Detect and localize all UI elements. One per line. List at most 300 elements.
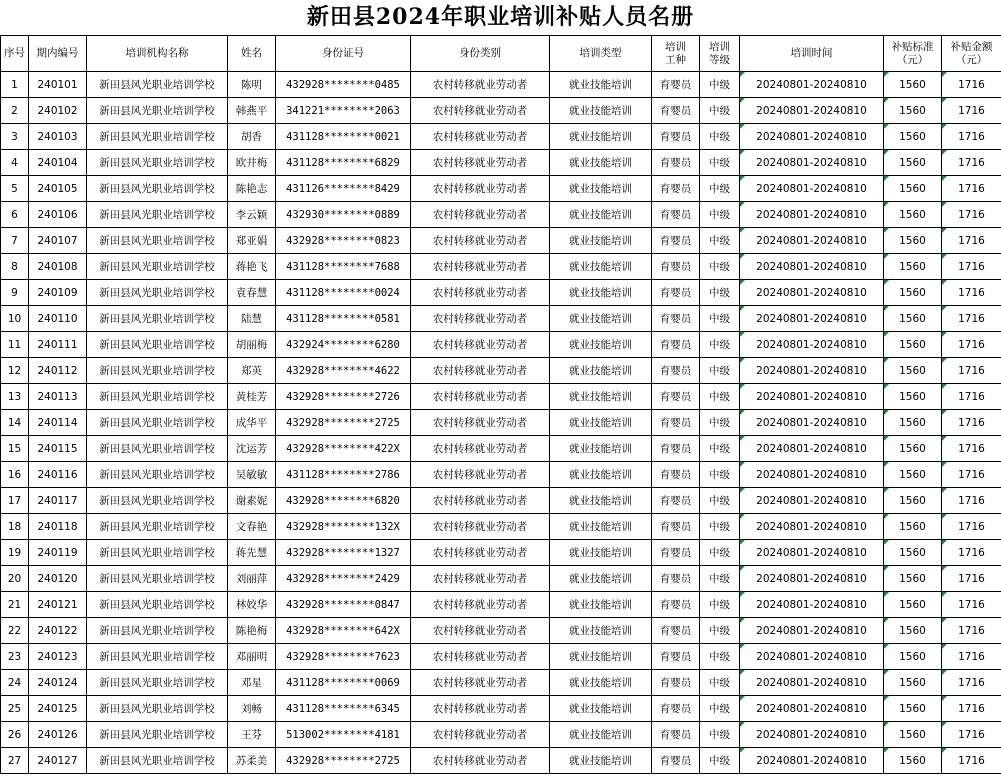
- table-row: [1, 228, 1001, 254]
- cell-institution: 新田县风光职业培训学校: [87, 696, 228, 722]
- cell-training-type: 就业技能培训: [550, 436, 652, 462]
- cell-subsidy-standard: 1560: [884, 358, 942, 384]
- cell-training-period: 20240801-20240810: [740, 644, 884, 670]
- cell-name: 蒋先慧: [228, 540, 276, 566]
- cell-level: 中级: [700, 306, 740, 332]
- cell-seq: 16: [1, 462, 29, 488]
- table-row: [1, 72, 1001, 98]
- cell-level: 中级: [700, 670, 740, 696]
- cell-job: 育婴员: [652, 722, 700, 748]
- cell-level: 中级: [700, 98, 740, 124]
- table-row: [1, 462, 1001, 488]
- cell-level: 中级: [700, 150, 740, 176]
- cell-id-type: 农村转移就业劳动者: [411, 436, 550, 462]
- cell-institution: 新田县风光职业培训学校: [87, 124, 228, 150]
- cell-subsidy-standard: 1560: [884, 670, 942, 696]
- cell-subsidy-standard: 1560: [884, 436, 942, 462]
- cell-job: 育婴员: [652, 540, 700, 566]
- cell-subsidy-standard: 1560: [884, 540, 942, 566]
- cell-institution: 新田县风光职业培训学校: [87, 176, 228, 202]
- cell-training-type: 就业技能培训: [550, 488, 652, 514]
- cell-seq: 24: [1, 670, 29, 696]
- table-row: [1, 566, 1001, 592]
- cell-job: 育婴员: [652, 488, 700, 514]
- cell-institution: 新田县风光职业培训学校: [87, 592, 228, 618]
- cell-id-number: 431128********0069: [276, 670, 411, 696]
- cell-training-period: 20240801-20240810: [740, 176, 884, 202]
- cell-training-type: 就业技能培训: [550, 410, 652, 436]
- cell-subsidy-standard: 1560: [884, 644, 942, 670]
- cell-id-number: 432928********422X: [276, 436, 411, 462]
- cell-job: 育婴员: [652, 670, 700, 696]
- cell-institution: 新田县风光职业培训学校: [87, 202, 228, 228]
- table-row: [1, 150, 1001, 176]
- cell-job: 育婴员: [652, 228, 700, 254]
- col-header-id-number: 身份证号: [276, 36, 411, 72]
- table-row: [1, 644, 1001, 670]
- cell-period-no: 240110: [29, 306, 87, 332]
- cell-level: 中级: [700, 462, 740, 488]
- cell-id-number: 432928********0823: [276, 228, 411, 254]
- cell-institution: 新田县风光职业培训学校: [87, 722, 228, 748]
- cell-id-number: 432928********6820: [276, 488, 411, 514]
- col-header-subsidy-standard: [884, 36, 942, 72]
- cell-subsidy-amount: 1716: [942, 410, 1001, 436]
- table-row: [1, 280, 1001, 306]
- cell-level: 中级: [700, 176, 740, 202]
- cell-level: 中级: [700, 488, 740, 514]
- cell-seq: 10: [1, 306, 29, 332]
- cell-training-type: 就业技能培训: [550, 254, 652, 280]
- cell-job: 育婴员: [652, 566, 700, 592]
- cell-training-type: 就业技能培训: [550, 358, 652, 384]
- cell-name: 邓丽明: [228, 644, 276, 670]
- cell-subsidy-standard: 1560: [884, 176, 942, 202]
- cell-subsidy-standard: 1560: [884, 462, 942, 488]
- cell-id-number: 432924********6280: [276, 332, 411, 358]
- cell-training-type: 就业技能培训: [550, 540, 652, 566]
- cell-subsidy-standard: 1560: [884, 254, 942, 280]
- cell-training-type: 就业技能培训: [550, 696, 652, 722]
- cell-training-period: 20240801-20240810: [740, 592, 884, 618]
- cell-seq: 5: [1, 176, 29, 202]
- cell-training-type: 就业技能培训: [550, 332, 652, 358]
- cell-subsidy-amount: 1716: [942, 566, 1001, 592]
- cell-job: 育婴员: [652, 462, 700, 488]
- cell-training-type: 就业技能培训: [550, 202, 652, 228]
- cell-job: 育婴员: [652, 72, 700, 98]
- cell-id-type: 农村转移就业劳动者: [411, 124, 550, 150]
- cell-level: 中级: [700, 644, 740, 670]
- cell-period-no: 240117: [29, 488, 87, 514]
- cell-name: 蒋艳飞: [228, 254, 276, 280]
- cell-id-type: 农村转移就业劳动者: [411, 540, 550, 566]
- cell-training-type: 就业技能培训: [550, 150, 652, 176]
- cell-subsidy-amount: 1716: [942, 748, 1001, 774]
- cell-name: 苏柔美: [228, 748, 276, 774]
- cell-name: 吴敏敏: [228, 462, 276, 488]
- table-row: [1, 696, 1001, 722]
- cell-id-type: 农村转移就业劳动者: [411, 280, 550, 306]
- cell-training-type: 就业技能培训: [550, 514, 652, 540]
- cell-period-no: 240106: [29, 202, 87, 228]
- table-row: [1, 514, 1001, 540]
- cell-seq: 11: [1, 332, 29, 358]
- cell-job: 育婴员: [652, 280, 700, 306]
- cell-seq: 13: [1, 384, 29, 410]
- cell-period-no: 240119: [29, 540, 87, 566]
- cell-id-type: 农村转移就业劳动者: [411, 150, 550, 176]
- cell-seq: 21: [1, 592, 29, 618]
- cell-training-period: 20240801-20240810: [740, 462, 884, 488]
- cell-id-type: 农村转移就业劳动者: [411, 306, 550, 332]
- cell-id-type: 农村转移就业劳动者: [411, 696, 550, 722]
- cell-job: 育婴员: [652, 254, 700, 280]
- cell-id-type: 农村转移就业劳动者: [411, 462, 550, 488]
- cell-name: 文春艳: [228, 514, 276, 540]
- cell-subsidy-standard: 1560: [884, 98, 942, 124]
- cell-institution: 新田县风光职业培训学校: [87, 384, 228, 410]
- col-header-level-line2: 等级: [709, 53, 730, 66]
- cell-period-no: 240122: [29, 618, 87, 644]
- cell-id-number: 431128********0021: [276, 124, 411, 150]
- cell-training-period: 20240801-20240810: [740, 98, 884, 124]
- cell-training-type: 就业技能培训: [550, 228, 652, 254]
- cell-training-period: 20240801-20240810: [740, 150, 884, 176]
- cell-job: 育婴员: [652, 202, 700, 228]
- cell-name: 王芬: [228, 722, 276, 748]
- cell-seq: 3: [1, 124, 29, 150]
- cell-level: 中级: [700, 722, 740, 748]
- cell-training-period: 20240801-20240810: [740, 358, 884, 384]
- cell-training-period: 20240801-20240810: [740, 280, 884, 306]
- col-header-training-type: 培训类型: [550, 36, 652, 72]
- cell-subsidy-amount: 1716: [942, 202, 1001, 228]
- cell-training-type: 就业技能培训: [550, 72, 652, 98]
- cell-training-type: 就业技能培训: [550, 280, 652, 306]
- cell-period-no: 240120: [29, 566, 87, 592]
- cell-subsidy-standard: 1560: [884, 592, 942, 618]
- cell-period-no: 240127: [29, 748, 87, 774]
- cell-institution: 新田县风光职业培训学校: [87, 644, 228, 670]
- cell-institution: 新田县风光职业培训学校: [87, 514, 228, 540]
- col-header-level-line1: 培训: [709, 40, 730, 53]
- cell-level: 中级: [700, 410, 740, 436]
- cell-level: 中级: [700, 124, 740, 150]
- cell-training-period: 20240801-20240810: [740, 566, 884, 592]
- cell-training-type: 就业技能培训: [550, 748, 652, 774]
- table-row: [1, 332, 1001, 358]
- cell-period-no: 240108: [29, 254, 87, 280]
- cell-id-number: 432928********2725: [276, 410, 411, 436]
- cell-level: 中级: [700, 384, 740, 410]
- cell-name: 陆慧: [228, 306, 276, 332]
- cell-subsidy-standard: 1560: [884, 332, 942, 358]
- cell-training-period: 20240801-20240810: [740, 124, 884, 150]
- cell-name: 胡香: [228, 124, 276, 150]
- cell-id-number: 432928********7623: [276, 644, 411, 670]
- col-header-period-no: 期内编号: [29, 36, 87, 72]
- cell-id-type: 农村转移就业劳动者: [411, 254, 550, 280]
- cell-training-type: 就业技能培训: [550, 124, 652, 150]
- cell-seq: 26: [1, 722, 29, 748]
- cell-institution: 新田县风光职业培训学校: [87, 228, 228, 254]
- cell-seq: 15: [1, 436, 29, 462]
- table-row: [1, 722, 1001, 748]
- cell-id-number: 513002********4181: [276, 722, 411, 748]
- cell-seq: 8: [1, 254, 29, 280]
- cell-seq: 18: [1, 514, 29, 540]
- cell-id-type: 农村转移就业劳动者: [411, 98, 550, 124]
- cell-id-type: 农村转移就业劳动者: [411, 176, 550, 202]
- cell-training-period: 20240801-20240810: [740, 72, 884, 98]
- cell-subsidy-standard: 1560: [884, 696, 942, 722]
- cell-id-type: 农村转移就业劳动者: [411, 488, 550, 514]
- cell-period-no: 240126: [29, 722, 87, 748]
- cell-name: 李云颖: [228, 202, 276, 228]
- cell-id-type: 农村转移就业劳动者: [411, 748, 550, 774]
- cell-training-period: 20240801-20240810: [740, 488, 884, 514]
- cell-training-period: 20240801-20240810: [740, 202, 884, 228]
- cell-period-no: 240104: [29, 150, 87, 176]
- cell-subsidy-amount: 1716: [942, 436, 1001, 462]
- cell-name: 邓星: [228, 670, 276, 696]
- cell-level: 中级: [700, 202, 740, 228]
- cell-id-number: 432928********0485: [276, 72, 411, 98]
- cell-period-no: 240123: [29, 644, 87, 670]
- cell-seq: 9: [1, 280, 29, 306]
- sheet-title: 新田县2024年职业培训补贴人员名册: [306, 4, 695, 30]
- cell-training-type: 就业技能培训: [550, 462, 652, 488]
- cell-job: 育婴员: [652, 644, 700, 670]
- cell-period-no: 240111: [29, 332, 87, 358]
- cell-level: 中级: [700, 436, 740, 462]
- cell-name: 刘丽萍: [228, 566, 276, 592]
- cell-period-no: 240101: [29, 72, 87, 98]
- cell-id-type: 农村转移就业劳动者: [411, 566, 550, 592]
- cell-id-type: 农村转移就业劳动者: [411, 358, 550, 384]
- cell-subsidy-amount: 1716: [942, 98, 1001, 124]
- table-row: [1, 592, 1001, 618]
- table-row: [1, 748, 1001, 774]
- table-row: [1, 436, 1001, 462]
- cell-job: 育婴员: [652, 748, 700, 774]
- cell-institution: 新田县风光职业培训学校: [87, 254, 228, 280]
- cell-training-period: 20240801-20240810: [740, 540, 884, 566]
- col-header-job-line2: 工种: [665, 53, 686, 66]
- cell-period-no: 240125: [29, 696, 87, 722]
- cell-id-type: 农村转移就业劳动者: [411, 514, 550, 540]
- cell-subsidy-standard: 1560: [884, 124, 942, 150]
- header-row: [1, 36, 1001, 72]
- cell-training-type: 就业技能培训: [550, 670, 652, 696]
- cell-name: 胡丽梅: [228, 332, 276, 358]
- cell-period-no: 240107: [29, 228, 87, 254]
- cell-training-period: 20240801-20240810: [740, 384, 884, 410]
- cell-subsidy-amount: 1716: [942, 280, 1001, 306]
- cell-subsidy-amount: 1716: [942, 722, 1001, 748]
- cell-job: 育婴员: [652, 332, 700, 358]
- cell-training-period: 20240801-20240810: [740, 228, 884, 254]
- table-row: [1, 358, 1001, 384]
- cell-institution: 新田县风光职业培训学校: [87, 566, 228, 592]
- cell-id-number: 431128********0581: [276, 306, 411, 332]
- table-row: [1, 384, 1001, 410]
- cell-subsidy-standard: 1560: [884, 748, 942, 774]
- cell-training-period: 20240801-20240810: [740, 722, 884, 748]
- cell-institution: 新田县风光职业培训学校: [87, 332, 228, 358]
- cell-seq: 1: [1, 72, 29, 98]
- cell-subsidy-amount: 1716: [942, 696, 1001, 722]
- cell-name: 陈艳梅: [228, 618, 276, 644]
- cell-level: 中级: [700, 254, 740, 280]
- cell-period-no: 240105: [29, 176, 87, 202]
- cell-id-type: 农村转移就业劳动者: [411, 228, 550, 254]
- cell-training-type: 就业技能培训: [550, 592, 652, 618]
- cell-training-period: 20240801-20240810: [740, 670, 884, 696]
- cell-training-period: 20240801-20240810: [740, 410, 884, 436]
- cell-subsidy-amount: 1716: [942, 540, 1001, 566]
- cell-training-period: 20240801-20240810: [740, 306, 884, 332]
- cell-job: 育婴员: [652, 124, 700, 150]
- cell-id-number: 431128********6345: [276, 696, 411, 722]
- cell-job: 育婴员: [652, 410, 700, 436]
- cell-training-type: 就业技能培训: [550, 618, 652, 644]
- cell-level: 中级: [700, 618, 740, 644]
- cell-seq: 2: [1, 98, 29, 124]
- cell-level: 中级: [700, 72, 740, 98]
- cell-subsidy-standard: 1560: [884, 150, 942, 176]
- col-header-institution: 培训机构名称: [87, 36, 228, 72]
- cell-seq: 4: [1, 150, 29, 176]
- cell-name: 郑亚娟: [228, 228, 276, 254]
- cell-subsidy-amount: 1716: [942, 644, 1001, 670]
- cell-subsidy-amount: 1716: [942, 332, 1001, 358]
- cell-level: 中级: [700, 696, 740, 722]
- col-header-amt-line2: （元）: [955, 53, 988, 66]
- table-row: [1, 540, 1001, 566]
- col-header-job: [652, 36, 700, 72]
- col-header-std-line1: 补贴标准: [891, 40, 934, 53]
- cell-id-type: 农村转移就业劳动者: [411, 722, 550, 748]
- cell-training-type: 就业技能培训: [550, 306, 652, 332]
- cell-id-type: 农村转移就业劳动者: [411, 618, 550, 644]
- cell-level: 中级: [700, 592, 740, 618]
- cell-name: 林姣华: [228, 592, 276, 618]
- cell-id-number: 431126********8429: [276, 176, 411, 202]
- cell-institution: 新田县风光职业培训学校: [87, 98, 228, 124]
- cell-id-type: 农村转移就业劳动者: [411, 72, 550, 98]
- cell-period-no: 240118: [29, 514, 87, 540]
- cell-subsidy-amount: 1716: [942, 228, 1001, 254]
- cell-seq: 14: [1, 410, 29, 436]
- cell-period-no: 240113: [29, 384, 87, 410]
- cell-id-type: 农村转移就业劳动者: [411, 670, 550, 696]
- cell-period-no: 240121: [29, 592, 87, 618]
- cell-period-no: 240115: [29, 436, 87, 462]
- cell-subsidy-amount: 1716: [942, 462, 1001, 488]
- cell-id-type: 农村转移就业劳动者: [411, 644, 550, 670]
- table-row: [1, 202, 1001, 228]
- cell-subsidy-standard: 1560: [884, 618, 942, 644]
- cell-subsidy-amount: 1716: [942, 306, 1001, 332]
- cell-seq: 27: [1, 748, 29, 774]
- cell-period-no: 240102: [29, 98, 87, 124]
- cell-institution: 新田县风光职业培训学校: [87, 280, 228, 306]
- cell-subsidy-amount: 1716: [942, 358, 1001, 384]
- cell-level: 中级: [700, 566, 740, 592]
- cell-period-no: 240114: [29, 410, 87, 436]
- cell-job: 育婴员: [652, 306, 700, 332]
- table-row: [1, 124, 1001, 150]
- table-row: [1, 98, 1001, 124]
- cell-job: 育婴员: [652, 358, 700, 384]
- cell-subsidy-standard: 1560: [884, 514, 942, 540]
- cell-institution: 新田县风光职业培训学校: [87, 72, 228, 98]
- cell-institution: 新田县风光职业培训学校: [87, 488, 228, 514]
- cell-id-number: 432928********2726: [276, 384, 411, 410]
- cell-institution: 新田县风光职业培训学校: [87, 410, 228, 436]
- cell-training-type: 就业技能培训: [550, 566, 652, 592]
- cell-job: 育婴员: [652, 592, 700, 618]
- cell-training-period: 20240801-20240810: [740, 254, 884, 280]
- cell-level: 中级: [700, 540, 740, 566]
- cell-name: 陈艳志: [228, 176, 276, 202]
- cell-seq: 20: [1, 566, 29, 592]
- cell-institution: 新田县风光职业培训学校: [87, 670, 228, 696]
- cell-training-period: 20240801-20240810: [740, 436, 884, 462]
- cell-id-number: 341221********2063: [276, 98, 411, 124]
- cell-name: 郑英: [228, 358, 276, 384]
- cell-id-number: 432928********1327: [276, 540, 411, 566]
- col-header-job-line1: 培训: [665, 40, 686, 53]
- col-header-subsidy-amount: [942, 36, 1001, 72]
- cell-id-number: 432928********2429: [276, 566, 411, 592]
- cell-id-number: 432928********0847: [276, 592, 411, 618]
- cell-id-type: 农村转移就业劳动者: [411, 410, 550, 436]
- subsidy-roster-table: [0, 35, 1001, 774]
- cell-subsidy-amount: 1716: [942, 150, 1001, 176]
- cell-training-period: 20240801-20240810: [740, 332, 884, 358]
- table-row: [1, 410, 1001, 436]
- cell-seq: 17: [1, 488, 29, 514]
- cell-name: 黄桂芳: [228, 384, 276, 410]
- cell-seq: 22: [1, 618, 29, 644]
- cell-training-type: 就业技能培训: [550, 98, 652, 124]
- cell-period-no: 240124: [29, 670, 87, 696]
- cell-subsidy-standard: 1560: [884, 410, 942, 436]
- cell-id-number: 431128********7688: [276, 254, 411, 280]
- col-header-std-line2: （元）: [896, 53, 929, 66]
- cell-subsidy-standard: 1560: [884, 488, 942, 514]
- cell-level: 中级: [700, 514, 740, 540]
- cell-period-no: 240116: [29, 462, 87, 488]
- cell-training-type: 就业技能培训: [550, 384, 652, 410]
- cell-name: 谢素妮: [228, 488, 276, 514]
- cell-subsidy-amount: 1716: [942, 384, 1001, 410]
- cell-job: 育婴员: [652, 176, 700, 202]
- cell-training-type: 就业技能培训: [550, 176, 652, 202]
- cell-subsidy-amount: 1716: [942, 176, 1001, 202]
- cell-institution: 新田县风光职业培训学校: [87, 540, 228, 566]
- roster-body: [1, 72, 1001, 774]
- table-row: [1, 488, 1001, 514]
- cell-id-type: 农村转移就业劳动者: [411, 332, 550, 358]
- cell-seq: 12: [1, 358, 29, 384]
- cell-id-type: 农村转移就业劳动者: [411, 384, 550, 410]
- cell-job: 育婴员: [652, 436, 700, 462]
- cell-name: 韩燕平: [228, 98, 276, 124]
